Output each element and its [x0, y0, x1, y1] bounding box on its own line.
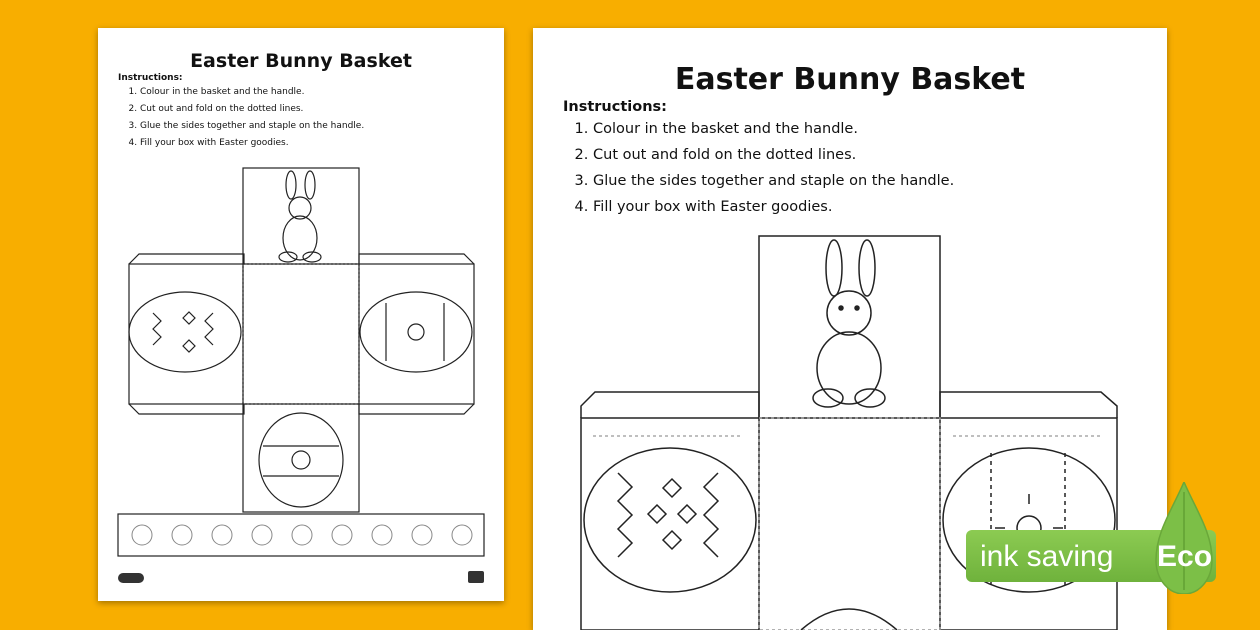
instruction-step: 3. Glue the sides together and staple on the handle. [140, 118, 364, 135]
instruction-step: 4. Fill your box with Easter goodies. [140, 135, 364, 152]
right-egg [360, 292, 472, 372]
left-egg-panel [581, 418, 759, 630]
instructions-heading: Instructions: [563, 99, 667, 115]
logo-mark [118, 573, 144, 583]
left-egg-panel [129, 264, 243, 404]
instruction-step: 2. Cut out and fold on the dotted lines. [140, 101, 364, 118]
ink-saving-eco-badge [966, 482, 1228, 594]
bottom-egg-panel [243, 404, 359, 512]
instruction-step: 2. Cut out and fold on the dotted lines. [593, 142, 954, 168]
worksheet-title: Easter Bunny Basket [190, 50, 412, 72]
instruction-step: 1. Colour in the basket and the handle. [140, 84, 364, 101]
bunny-drawing [279, 171, 321, 262]
bunny-panel [759, 236, 940, 418]
bottom-egg [259, 413, 343, 507]
bunny-drawing [813, 240, 885, 407]
right-egg-panel [359, 264, 474, 404]
instruction-step: 3. Glue the sides together and staple on the handle. [593, 168, 954, 194]
instruction-step: 1. Colour in the basket and the handle. [593, 116, 954, 142]
eco-label: Eco [1157, 540, 1213, 573]
logo-mark [468, 571, 484, 583]
instruction-step: 4. Fill your box with Easter goodies. [593, 194, 954, 220]
basket-net-diagram [98, 28, 504, 601]
worksheet-preview-thumbnail[interactable] [98, 28, 504, 601]
left-egg [584, 448, 756, 592]
worksheet-title-large: Easter Bunny Basket [674, 62, 1026, 97]
handle-strip [118, 514, 484, 556]
left-egg [129, 292, 241, 372]
instructions-heading: Instructions: [118, 73, 183, 83]
bottom-egg [801, 609, 897, 630]
ink-saving-label: ink saving [980, 540, 1114, 573]
